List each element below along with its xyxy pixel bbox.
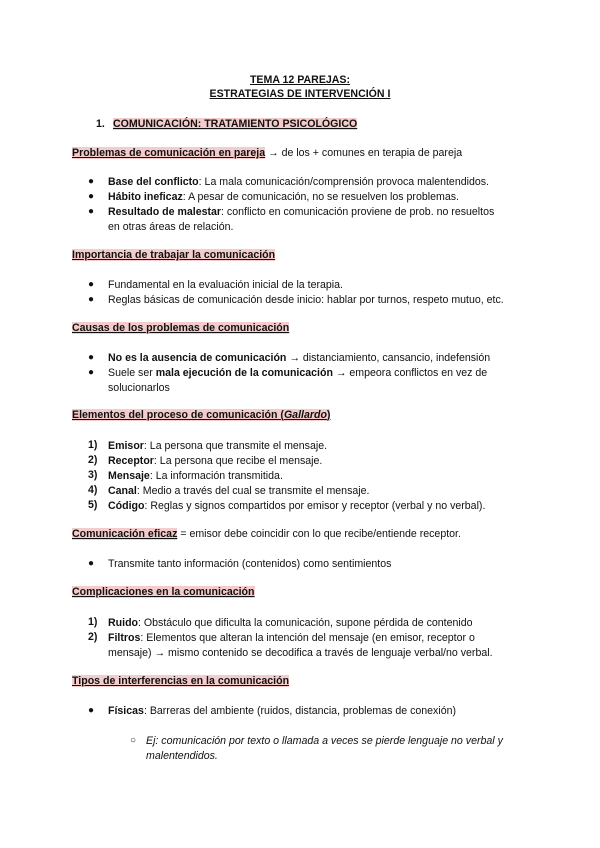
- problemas-tail: → de los + comunes en terapia de pareja: [265, 147, 463, 159]
- list-item: [108, 454, 548, 469]
- item-bold: Ruido: [108, 617, 139, 629]
- item-text-continued: en otras áreas de relación.: [108, 221, 234, 233]
- list-item: [108, 631, 548, 661]
- bullet-icon: ●: [88, 191, 95, 202]
- item-bold: Resultado de malestar: [108, 206, 222, 218]
- elementos-heading-author: Gallardo: [283, 409, 327, 421]
- item-text-continued: solucionarlos: [108, 382, 170, 394]
- list-item: [108, 351, 548, 366]
- item-text: → empeora conflictos en vez de: [332, 367, 488, 379]
- item-text: : La información transmitida.: [149, 470, 283, 482]
- item-prefix: Suele ser: [108, 367, 156, 379]
- document-title-line1: TEMA 12 PAREJAS:: [249, 74, 351, 86]
- sub-item-line2: malentendidos.: [146, 750, 218, 762]
- item-bold: Base del conflicto: [108, 176, 199, 188]
- item-bold: mala ejecución de la comunicación: [155, 367, 333, 379]
- section-label: COMUNICACIÓN: TRATAMIENTO PSICOLÓGICO: [113, 118, 358, 130]
- bullet-icon: ●: [88, 176, 95, 187]
- list-number: 1): [88, 616, 98, 628]
- list-item: [108, 205, 548, 235]
- tipos-heading: Tipos de interferencias en la comunicación: [72, 675, 290, 687]
- bullet-icon: ●: [88, 558, 95, 569]
- item-text: : La persona que transmite el mensaje.: [143, 440, 328, 452]
- causas-heading: Causas de los problemas de comunicación: [72, 322, 290, 334]
- importancia-heading: Importancia de trabajar la comunicación: [72, 249, 276, 261]
- item-bold: Canal: [108, 485, 137, 497]
- bullet-icon: ●: [88, 352, 95, 363]
- list-item: [108, 439, 548, 454]
- list-item: [108, 175, 548, 190]
- item-text: → distanciamiento, cansancio, indefensión: [286, 352, 491, 364]
- list-item: Transmite tanto información (contenidos) como sentimientos: [108, 558, 392, 570]
- item-text-continued: mensaje) → mismo contenido se decodifica a través de lenguaje verbal/no verbal.: [108, 647, 493, 659]
- item-bold: Código: [108, 500, 145, 512]
- problemas-heading-line: [72, 147, 462, 159]
- eficaz-heading-line: [72, 528, 461, 540]
- elementos-heading-close: ): [326, 409, 331, 421]
- item-text: : Reglas y signos compartidos por emisor y receptor (verbal y no verbal).: [144, 500, 486, 512]
- item-bold: Receptor: [108, 455, 154, 467]
- list-item: [108, 484, 548, 499]
- elementos-heading: [72, 409, 330, 421]
- problemas-heading: Problemas de comunicación en pareja: [72, 147, 266, 159]
- list-number: 2): [88, 631, 98, 643]
- complicaciones-heading: Complicaciones en la comunicación: [72, 586, 255, 598]
- bullet-icon: ●: [88, 367, 95, 378]
- bullet-icon: ●: [88, 206, 95, 217]
- list-item: [108, 704, 548, 719]
- list-item: [108, 499, 548, 514]
- item-text: : La mala comunicación/comprensión provoca malentendidos.: [198, 176, 489, 188]
- list-item: [108, 190, 548, 205]
- list-item: Reglas básicas de comunicación desde inicio: hablar por turnos, respeto mutuo, etc.: [108, 294, 504, 306]
- item-text: : Medio a través del cual se transmite el mensaje.: [136, 485, 370, 497]
- list-number: 3): [88, 469, 98, 481]
- list-item: Fundamental en la evaluación inicial de la terapia.: [108, 279, 343, 291]
- list-item: [108, 616, 548, 631]
- elementos-heading-text: Elementos del proceso de comunicación (: [72, 409, 284, 421]
- section-number: 1.: [96, 118, 105, 130]
- list-item: [108, 366, 548, 396]
- section-heading: [96, 118, 357, 130]
- bullet-icon: ●: [88, 705, 95, 716]
- sub-item-line1: Ej: comunicación por texto o llamada a veces se pierde lenguaje no verbal y: [146, 735, 503, 747]
- list-number: 4): [88, 484, 98, 496]
- item-text: : La persona que recibe el mensaje.: [153, 455, 323, 467]
- item-text: : conflicto en comunicación proviene de prob. no resueltos: [221, 206, 495, 218]
- item-bold: Emisor: [108, 440, 144, 452]
- circle-bullet-icon: ○: [130, 735, 137, 746]
- list-number: 5): [88, 499, 98, 511]
- document-title-line2: ESTRATEGIAS DE INTERVENCIÓN I: [209, 88, 391, 100]
- sub-list-item: [146, 734, 503, 764]
- list-number: 1): [88, 439, 98, 451]
- item-bold: No es la ausencia de comunicación: [108, 352, 287, 364]
- item-bold: Filtros: [108, 632, 141, 644]
- item-bold: Mensaje: [108, 470, 150, 482]
- bullet-icon: ●: [88, 279, 95, 290]
- list-number: 2): [88, 454, 98, 466]
- eficaz-heading: Comunicación eficaz: [72, 528, 178, 540]
- item-text: : A pesar de comunicación, no se resuelven los problemas.: [182, 191, 459, 203]
- eficaz-tail: = emisor debe coincidir con lo que recibe/entiende receptor.: [177, 528, 461, 540]
- item-text: : Obstáculo que dificulta la comunicación, supone pérdida de contenido: [138, 617, 473, 629]
- list-item: [108, 469, 548, 484]
- item-text: : Elementos que alteran la intención del mensaje (en emisor, receptor o: [140, 632, 475, 644]
- item-text: : Barreras del ambiente (ruidos, distancia, problemas de conexión): [143, 705, 457, 717]
- bullet-icon: ●: [88, 294, 95, 305]
- item-bold: Hábito ineficaz: [108, 191, 183, 203]
- item-bold: Físicas: [108, 705, 144, 717]
